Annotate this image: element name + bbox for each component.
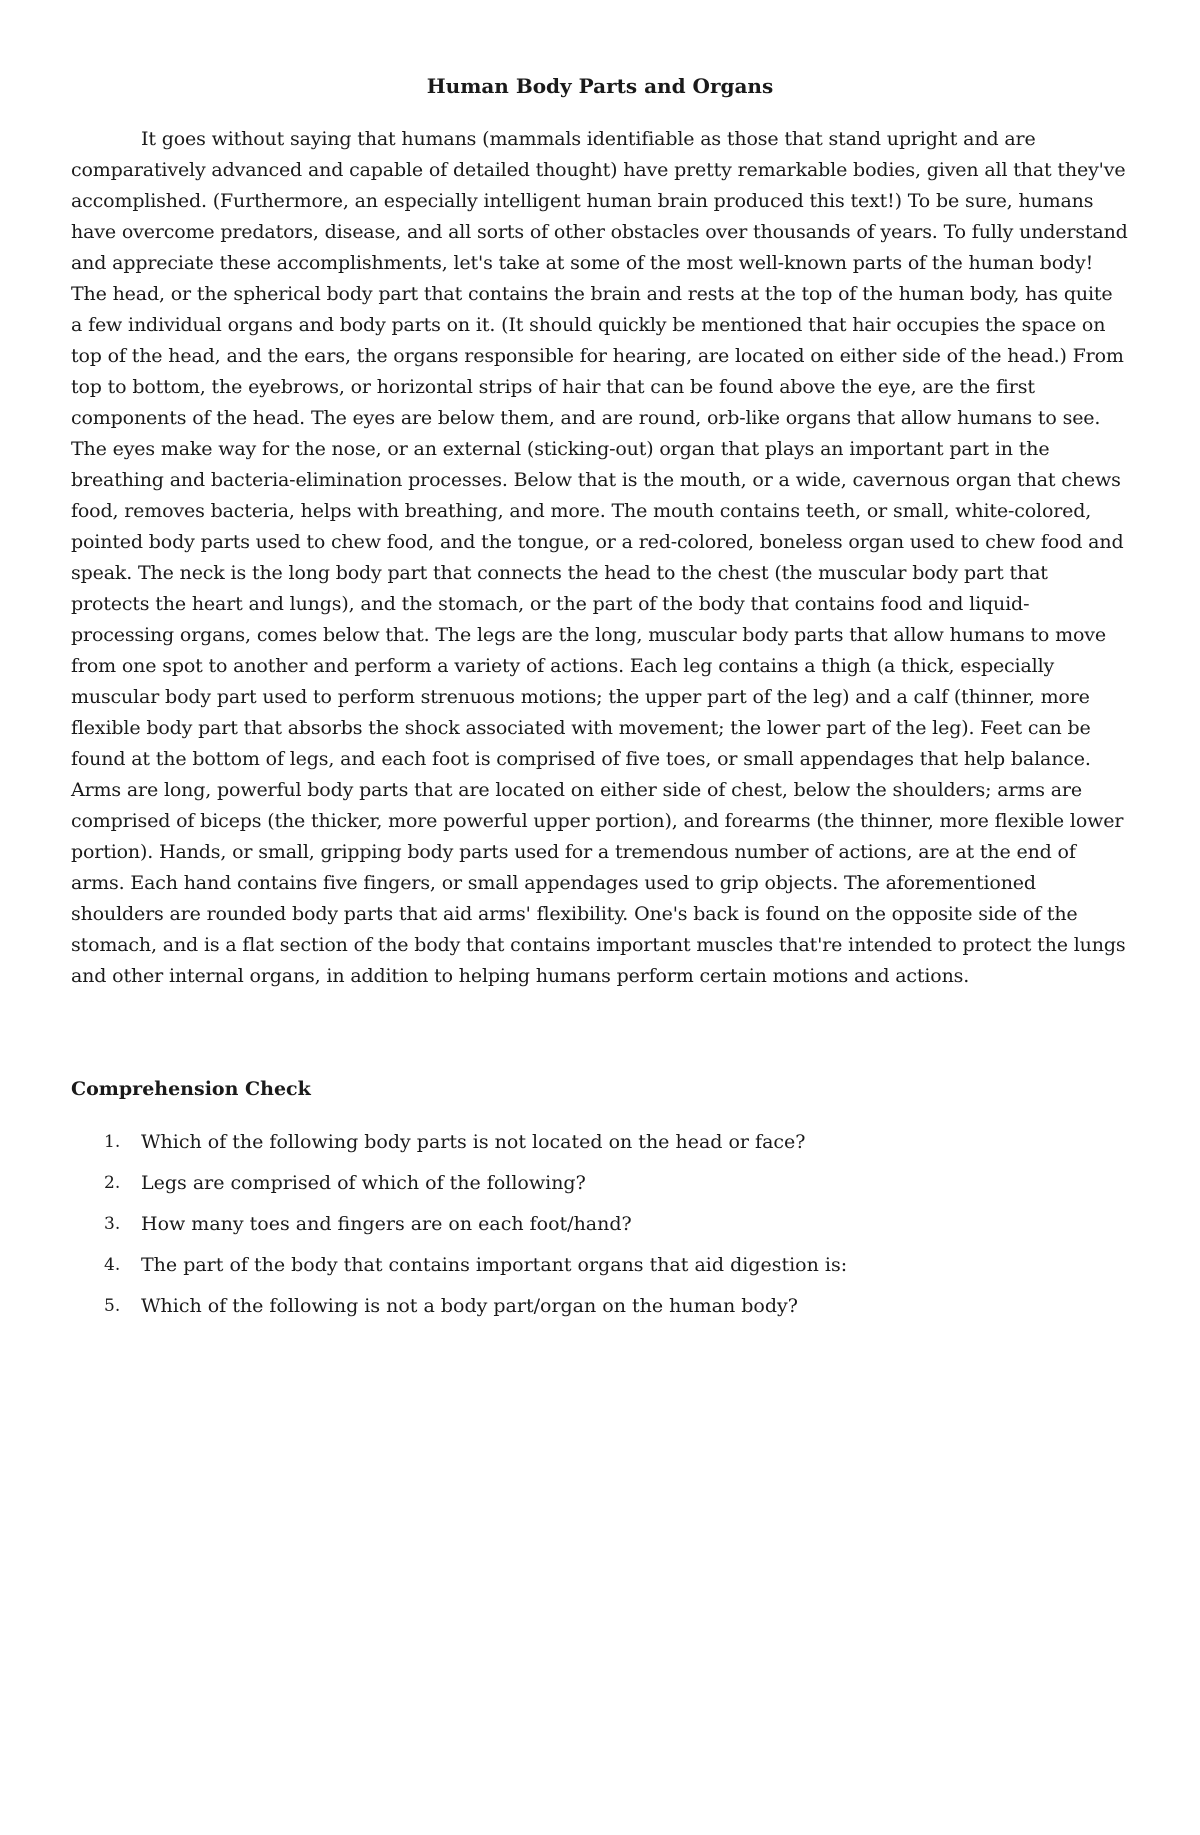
- question-item: [71, 1292, 1129, 1333]
- question-text: The part of the body that contains important organs that aid digestion is:: [141, 1254, 848, 1276]
- question-text: Which of the following body parts is not located on the head or face?: [141, 1131, 806, 1153]
- question-number: 3.: [104, 1214, 121, 1234]
- question-text: Which of the following is not a body part/organ on the human body?: [141, 1295, 798, 1317]
- question-number: 2.: [104, 1173, 121, 1193]
- question-item: [71, 1169, 1129, 1210]
- body-paragraph: It goes without saying that humans (mammals identifiable as those that stand upright and are comparatively advanced and capable of detailed thought) have pretty remarkable bodies, given all that they've accomplished. (Furthermore, an especially intelligent human brain produced this text!) To be sure, humans have overcome predators, disease, and all sorts of other obstacles over thousands of years. To fully understand and appreciate these accomplishments, let's take at some of the most well-known parts of the human body! The head, or the spherical body part that contains the brain and rests at the top of the human body, has quite a few individual organs and body parts on it. (It should quickly be mentioned that hair occupies the space on top of the head, and the ears, the organs responsible for hearing, are located on either side of the head.) From top to bottom, the eyebrows, or horizontal strips of hair that can be found above the eye, are the first components of the head. The eyes are below them, and are round, orb-like organs that allow humans to see. The eyes make way for the nose, or an external (sticking-out) organ that plays an important part in the breathing and bacteria-elimination processes. Below that is the mouth, or a wide, cavernous organ that chews food, removes bacteria, helps with breathing, and more. The mouth contains teeth, or small, white-colored, pointed body parts used to chew food, and the tongue, or a red-colored, boneless organ used to chew food and speak. The neck is the long body part that connects the head to the chest (the muscular body part that protects the heart and lungs), and the stomach, or the part of the body that contains food and liquid-processing organs, comes below that. The legs are the long, muscular body parts that allow humans to move from one spot to another and perform a variety of actions. Each leg contains a thigh (a thick, especially muscular body part used to perform strenuous motions; the upper part of the leg) and a calf (thinner, more flexible body part that absorbs the shock associated with movement; the lower part of the leg). Feet can be found at the bottom of legs, and each foot is comprised of five toes, or small appendages that help balance. Arms are long, powerful body parts that are located on either side of chest, below the shoulders; arms are comprised of biceps (the thicker, more powerful upper portion), and forearms (the thinner, more flexible lower portion). Hands, or small, gripping body parts used for a tremendous number of actions, are at the end of arms. Each hand contains five fingers, or small appendages used to grip objects. The aforementioned shoulders are rounded body parts that aid arms' flexibility. One's back is found on the opposite side of the stomach, and is a flat section of the body that contains important muscles that're intended to protect the lungs and other internal organs, in addition to helping humans perform certain motions and actions.: [71, 128, 1128, 987]
- question-number: 5.: [104, 1296, 121, 1316]
- question-item: [71, 1251, 1129, 1292]
- question-number: 1.: [104, 1132, 121, 1152]
- document-title: Human Body Parts and Organs: [426, 74, 774, 98]
- question-number: 4.: [104, 1255, 121, 1275]
- question-list: [71, 1128, 1129, 1333]
- question-text: How many toes and fingers are on each foot/hand?: [141, 1213, 632, 1235]
- comprehension-heading: Comprehension Check: [71, 1078, 311, 1100]
- question-text: Legs are comprised of which of the following?: [141, 1172, 586, 1194]
- question-item: [71, 1128, 1129, 1169]
- question-item: [71, 1210, 1129, 1251]
